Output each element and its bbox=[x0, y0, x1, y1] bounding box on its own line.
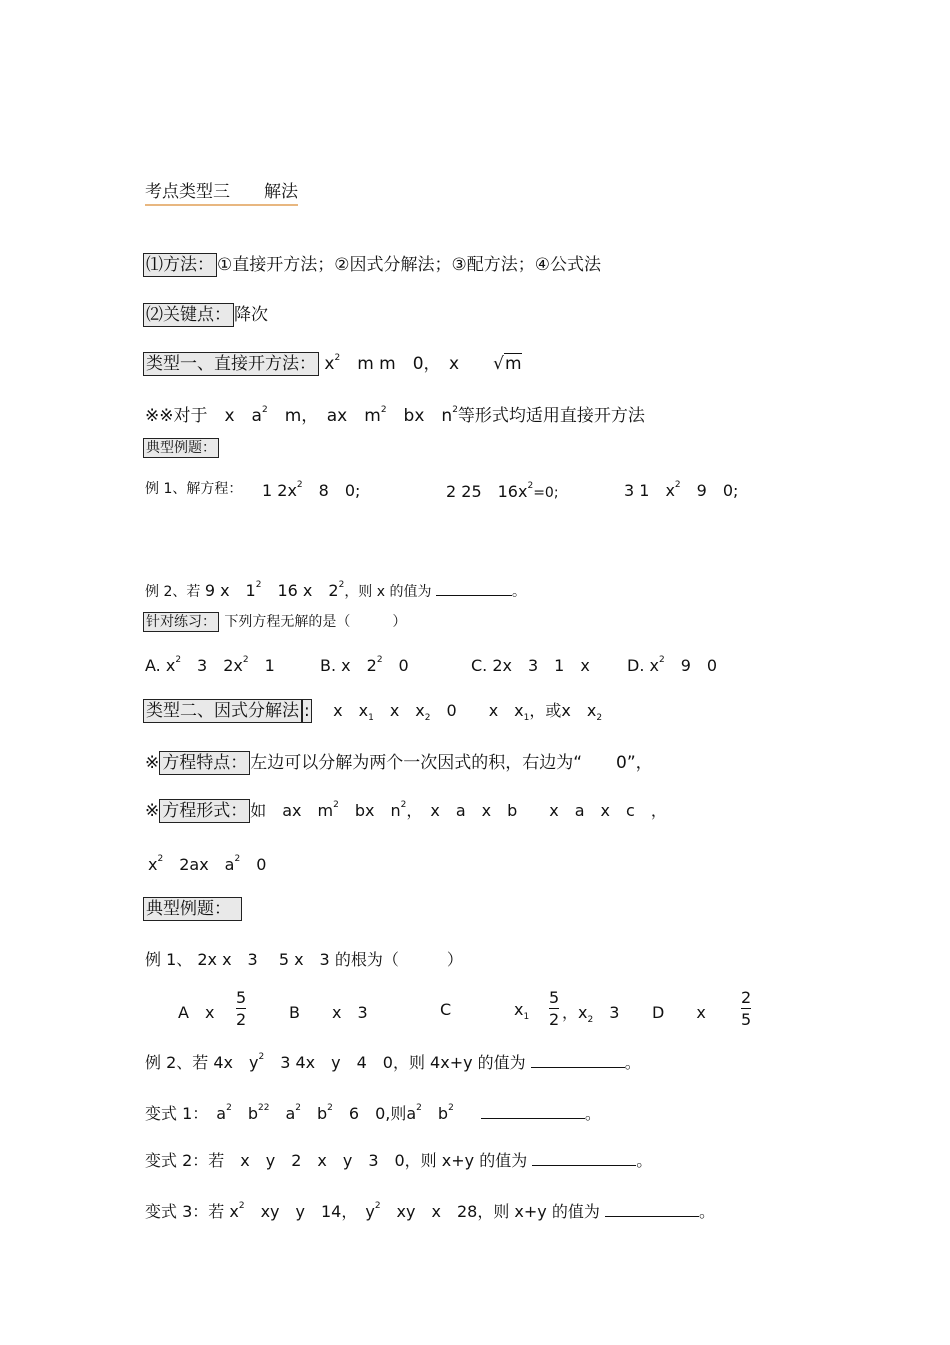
page-title: 考点类型三 解法 bbox=[145, 182, 298, 206]
practice-line bbox=[143, 611, 406, 632]
type1-examples-label: 典型例题： bbox=[143, 438, 219, 458]
practice-label: 针对练习： bbox=[143, 612, 219, 632]
type2-example-1: 例 1、 2x x 3 5 x 3 的根为（ ） bbox=[145, 950, 463, 969]
variant-2: 变式 2：若 x y 2 x y 3 0，则 x+y 的值为 。 bbox=[145, 1151, 653, 1170]
answer-blank[interactable] bbox=[531, 1053, 625, 1068]
variant-3: 变式 3：若 $x^2$ xy y 14， $y^2$ xy x 28，则 x+y 的值为 。 bbox=[145, 1201, 715, 1221]
answer-blank[interactable] bbox=[436, 581, 512, 596]
type1-label: 类型一、直接开方法： bbox=[143, 352, 319, 376]
type1-examples-line bbox=[143, 437, 219, 458]
type1-formula: $x^2$ m m 0， x √m bbox=[324, 353, 522, 374]
type2-examples-label: 典型例题： bbox=[143, 897, 242, 921]
answer-blank[interactable] bbox=[532, 1151, 636, 1166]
choice-d[interactable]: D x bbox=[652, 1003, 706, 1022]
type1-line bbox=[143, 349, 522, 376]
methods-line bbox=[143, 250, 601, 277]
fraction-five-halves: 5 2 bbox=[549, 988, 560, 1029]
methods-text: ①直接开方法；②因式分解法；③配方法；④公式法 bbox=[217, 255, 601, 275]
practice-question: 下列方程无解的是（ ） bbox=[224, 614, 407, 630]
choice-c[interactable]: $x_1$ bbox=[514, 1000, 530, 1022]
choice-c-second: ，$x_2$ 3 bbox=[562, 1003, 620, 1025]
type2-form-2: $x^2$ 2ax $a^2$ 0 bbox=[148, 854, 267, 874]
type2-feature: ※ 方程特点： 左边可以分解为两个一次因式的积，右边为“ 0”， bbox=[145, 753, 653, 773]
type2-line: 类型二、因式分解法 : x $x_1$ x $x_2$ 0 x $x_1$，或x $x_2$ bbox=[143, 698, 602, 723]
key-value: 降次 bbox=[234, 305, 268, 325]
type1-example-1-label: 例 1、解方程： bbox=[145, 481, 243, 497]
type1-note: ※※对于 x $a^2$ m， ax $m^2$ bx $n^2$等形式均适用直接开方法 bbox=[145, 405, 645, 426]
type2-example-2: 例 2、若 4x $y^2$ 3 4x y 4 0，则 4x+y 的值为 。 bbox=[145, 1052, 641, 1072]
choice-b[interactable]: B x 3 bbox=[289, 1003, 368, 1022]
answer-blank[interactable] bbox=[605, 1202, 699, 1217]
fraction-two-fifths: 2 5 bbox=[741, 988, 752, 1029]
method-label: ⑴方法： bbox=[143, 253, 217, 277]
variant-1: 变式 1： $a^2$ $b^{22}$ $a^2$ $b^2$ 6 0,则$a^2$ $b^2$ 。 bbox=[145, 1103, 601, 1123]
answer-blank[interactable] bbox=[481, 1104, 585, 1119]
choice-a[interactable]: A x bbox=[178, 1003, 215, 1022]
section-title bbox=[145, 177, 298, 202]
key-label: ⑵关键点： bbox=[143, 303, 234, 327]
type1-example-1c: 3 1 $x^2$ 9 0; bbox=[624, 480, 739, 500]
option-c[interactable]: C. 2x 3 1 x bbox=[471, 656, 590, 675]
feature-label: 方程特点： bbox=[159, 751, 250, 775]
type1-example-2: 例 2、若 9 x $1^2$ 16 x $2^2$，则 x 的值为 。 bbox=[145, 580, 526, 600]
type1-example-1b: 2 25 $16x^2=0$; bbox=[446, 481, 559, 501]
key-line bbox=[143, 300, 268, 327]
type2-form: ※ 方程形式： 如 ax $m^2$ bx $n^2$， x a x b x a x c ， bbox=[145, 800, 667, 821]
form-label: 方程形式： bbox=[159, 799, 250, 823]
option-d[interactable]: D. $x^2$ 9 0 bbox=[627, 655, 718, 675]
option-a[interactable]: A. $x^2$ 3 $2x^2$ 1 bbox=[145, 655, 275, 675]
type1-example-1a: 1 $2x^2$ 8 0; bbox=[262, 480, 361, 500]
type2-formula: x $x_1$ x $x_2$ 0 x $x_1$，或x $x_2$ bbox=[317, 701, 603, 723]
type2-examples-line bbox=[143, 897, 242, 921]
option-b[interactable]: B. x $2^2$ 0 bbox=[320, 655, 409, 675]
fraction-five-halves: 5 2 bbox=[236, 988, 247, 1029]
type2-label: 类型二、因式分解法 bbox=[143, 699, 302, 723]
choice-c-letter[interactable]: C bbox=[440, 1000, 452, 1019]
